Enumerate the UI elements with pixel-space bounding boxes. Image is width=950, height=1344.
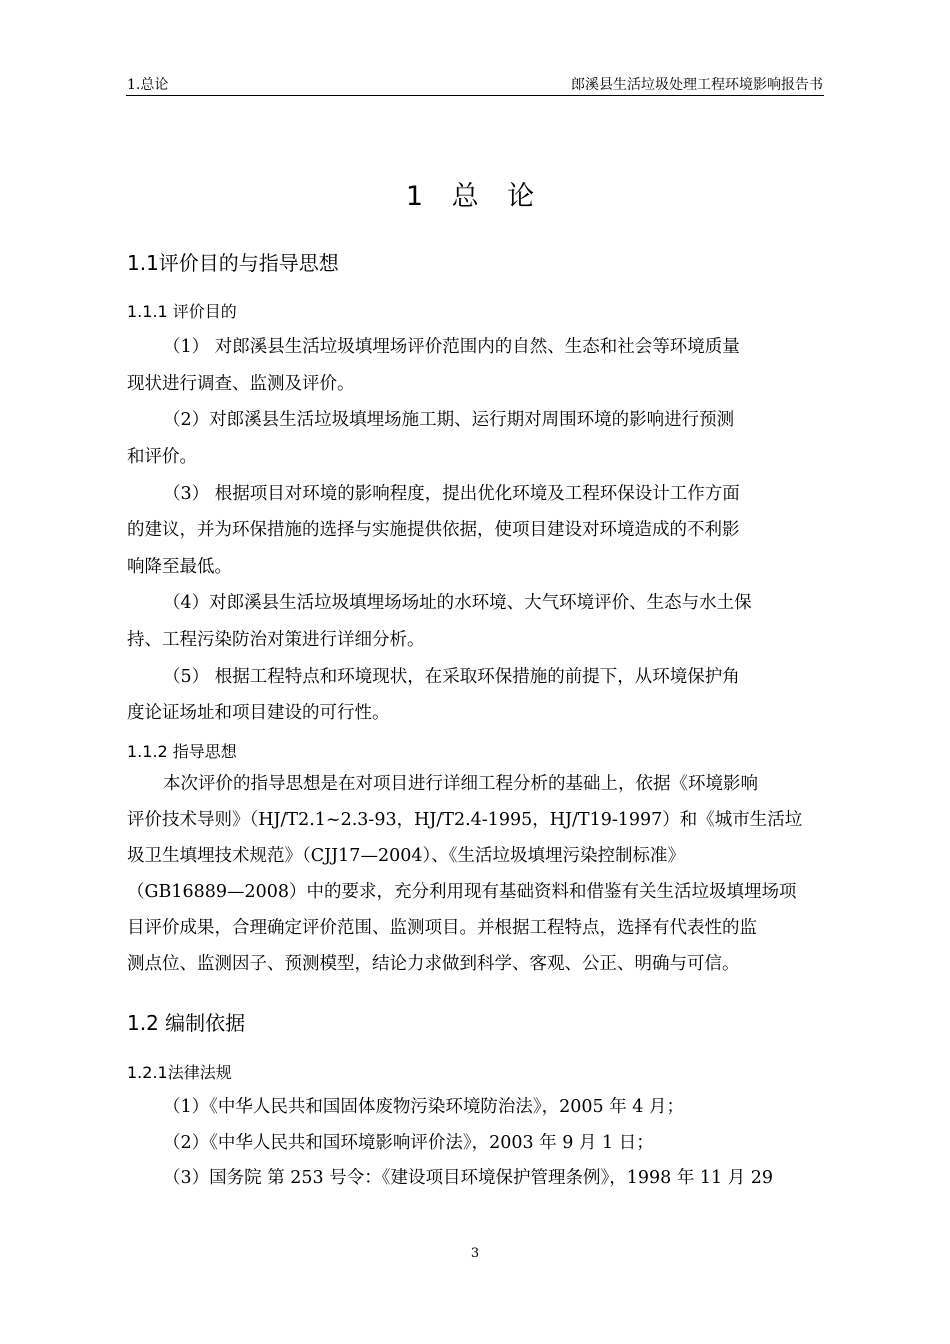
- paragraph-line: 响降至最低。: [127, 557, 232, 577]
- paragraph-line: （3） 根据项目对环境的影响程度，提出优化环境及工程环保设计工作方面: [163, 484, 740, 504]
- paragraph-line: 本次评价的指导思想是在对项目进行详细工程分析的基础上，依据《环境影响: [163, 774, 758, 794]
- paragraph-line: （2）对郎溪县生活垃圾填埋场施工期、运行期对周围环境的影响进行预测: [163, 410, 735, 430]
- subsection-heading-1-2-1: 1.2.1法律法规: [127, 1063, 232, 1082]
- section-heading-1-2: 1.2 编制依据: [127, 1011, 246, 1035]
- paragraph-line: 测点位、监测因子、预测模型，结论力求做到科学、客观、公正、明确与可信。: [127, 954, 740, 974]
- subsection-heading-1-1-1: 1.1.1 评价目的: [127, 302, 237, 321]
- paragraph-line: 现状进行调查、监测及评价。: [127, 374, 355, 394]
- paragraph-line: 的建议，并为环保措施的选择与实施提供依据，使项目建设对环境造成的不利影: [127, 520, 740, 540]
- list-item: （2）《中华人民共和国环境影响评价法》，2003 年 9 月 1 日；: [163, 1133, 654, 1153]
- paragraph-line: 和评价。: [127, 447, 197, 467]
- section-heading-1-1: 1.1评价目的与指导思想: [127, 251, 339, 275]
- paragraph-line: 评价技术导则》（HJ/T2.1~2.3-93，HJ/T2.4-1995，HJ/T19-1997）和《城市生活垃: [127, 810, 803, 830]
- paragraph-line: （1） 对郎溪县生活垃圾填埋场评价范围内的自然、生态和社会等环境质量: [163, 337, 740, 357]
- paragraph-line: （5） 根据工程特点和环境现状，在采取环保措施的前提下，从环境保护角: [163, 667, 740, 687]
- paragraph-line: （GB16889—2008）中的要求，充分利用现有基础资料和借鉴有关生活垃圾填埋场项: [127, 882, 797, 902]
- header-rule: [126, 95, 824, 96]
- paragraph-line: 圾卫生填埋技术规范》（CJJ17—2004）、《生活垃圾填埋污染控制标准》: [127, 846, 685, 866]
- chapter-title: 1 总 论: [405, 181, 545, 212]
- paragraph-line: （4）对郎溪县生活垃圾填埋场场址的水环境、大气环境评价、生态与水土保: [163, 593, 752, 613]
- page-header-right: 郎溪县生活垃圾处理工程环境影响报告书: [571, 77, 823, 93]
- paragraph-line: 度论证场址和项目建设的可行性。: [127, 703, 390, 723]
- paragraph-line: 持、工程污染防治对策进行详细分析。: [127, 630, 425, 650]
- paragraph-line: 目评价成果，合理确定评价范围、监测项目。并根据工程特点，选择有代表性的监: [127, 918, 757, 938]
- subsection-heading-1-1-2: 1.1.2 指导思想: [127, 742, 237, 761]
- page-header-left: 1.总论: [127, 77, 169, 93]
- list-item: （3）国务院 第 253 号令：《建设项目环境保护管理条例》，1998 年 11 月 29: [163, 1168, 774, 1188]
- page-number: 3: [470, 1246, 480, 1261]
- list-item: （1）《中华人民共和国固体废物污染环境防治法》，2005 年 4 月；: [163, 1097, 684, 1117]
